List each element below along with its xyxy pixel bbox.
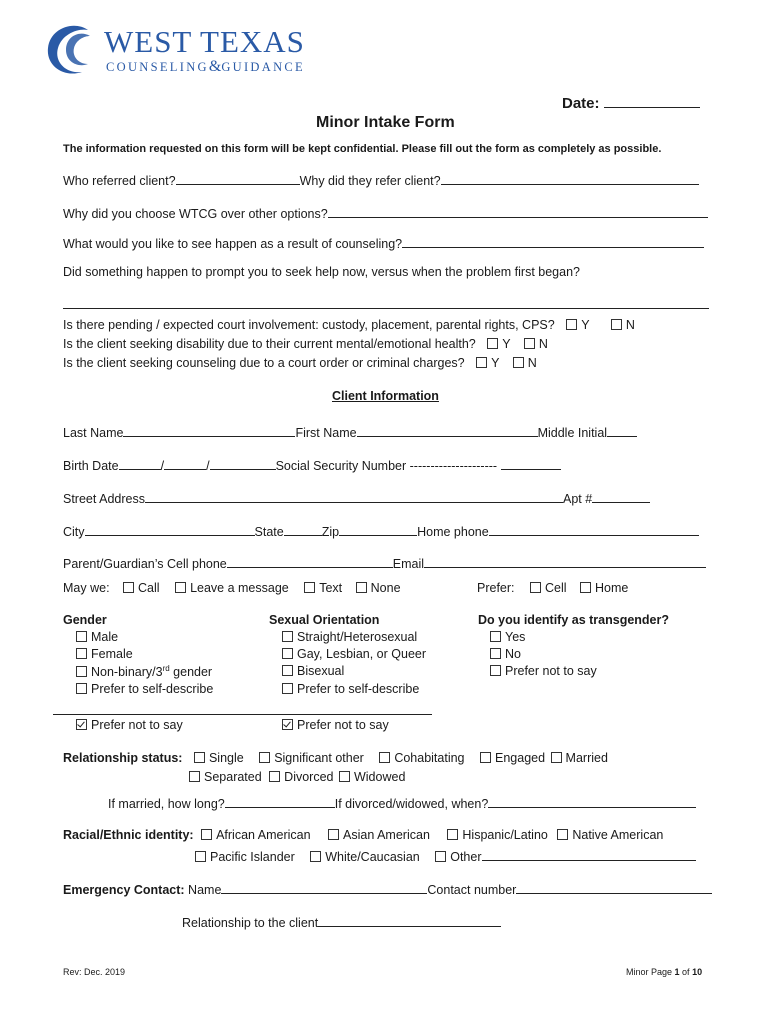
gender-self-describe[interactable]: Prefer to self-describe bbox=[76, 682, 213, 696]
gender-self-describe-checkbox[interactable] bbox=[76, 683, 87, 694]
prefer-home-checkbox[interactable] bbox=[580, 582, 591, 593]
disability-label: Is the client seeking disability due to their current mental/emotional health? bbox=[63, 337, 476, 351]
orientation-self-describe[interactable]: Prefer to self-describe bbox=[282, 682, 419, 696]
gender-prefer-not[interactable]: Prefer not to say bbox=[76, 718, 183, 732]
logo-subtitle: COUNSELING&GUIDANCE bbox=[106, 58, 305, 75]
referred-input[interactable] bbox=[176, 172, 300, 185]
prefer-row: Prefer: Cell Home bbox=[477, 581, 629, 595]
state-input[interactable] bbox=[284, 523, 322, 536]
bisexual-checkbox[interactable] bbox=[282, 665, 293, 676]
emergency-relationship-row: Relationship to the client bbox=[182, 914, 501, 930]
referred-row bbox=[63, 172, 699, 188]
transgender-prefer-not[interactable]: Prefer not to say bbox=[490, 664, 597, 678]
disability-y-checkbox[interactable] bbox=[487, 338, 498, 349]
orientation-gay[interactable]: Gay, Lesbian, or Queer bbox=[282, 647, 426, 661]
relationship-row-2: Separated Divorced Widowed bbox=[189, 770, 405, 784]
significant-other-checkbox[interactable] bbox=[259, 752, 270, 763]
why-choose-row bbox=[63, 205, 708, 221]
happen-row bbox=[63, 235, 704, 251]
orientation-prefer-not[interactable]: Prefer not to say bbox=[282, 718, 389, 732]
birth-day-input[interactable] bbox=[164, 457, 206, 470]
straight-checkbox[interactable] bbox=[282, 631, 293, 642]
divorced-when-input[interactable] bbox=[488, 795, 696, 808]
last-name-input[interactable] bbox=[123, 424, 295, 437]
city-input[interactable] bbox=[85, 523, 255, 536]
prompt-label: Did something happen to prompt you to seek help now, versus when the problem first began? bbox=[63, 265, 580, 279]
orientation-bisexual[interactable]: Bisexual bbox=[282, 664, 344, 678]
emergency-label: Emergency Contact: bbox=[63, 883, 185, 897]
married-long-input[interactable] bbox=[225, 795, 335, 808]
street-input[interactable] bbox=[145, 490, 563, 503]
divorced-checkbox[interactable] bbox=[269, 771, 280, 782]
none-checkbox[interactable] bbox=[356, 582, 367, 593]
gender-nonbinary[interactable]: Non-binary/3rd gender bbox=[76, 664, 212, 679]
date-field[interactable] bbox=[562, 93, 700, 112]
name-row: Last Name First Name Middle Initial bbox=[63, 424, 637, 440]
other-input[interactable] bbox=[482, 848, 696, 861]
street-row: Street Address Apt # bbox=[63, 490, 650, 506]
logo bbox=[44, 22, 316, 78]
african-american-checkbox[interactable] bbox=[201, 829, 212, 840]
hispanic-checkbox[interactable] bbox=[447, 829, 458, 840]
emergency-number-input[interactable] bbox=[516, 881, 712, 894]
ethnic-row-1: Racial/Ethnic identity: African American Asian American Hispanic/Latino Native American bbox=[63, 828, 664, 842]
transgender-heading: Do you identify as transgender? bbox=[478, 613, 670, 627]
male-checkbox[interactable] bbox=[76, 631, 87, 642]
email-input[interactable] bbox=[424, 555, 706, 568]
birth-year-input[interactable] bbox=[210, 457, 276, 470]
disability-n-checkbox[interactable] bbox=[524, 338, 535, 349]
happen-label: What would you like to see happen as a result of counseling? bbox=[63, 237, 403, 251]
trans-no-checkbox[interactable] bbox=[490, 648, 501, 659]
referred-label: Who referred client? bbox=[63, 174, 176, 188]
footer-page: Minor Page 1 of 10 bbox=[626, 967, 703, 977]
zip-input[interactable] bbox=[339, 523, 417, 536]
middle-initial-input[interactable] bbox=[607, 424, 637, 437]
court-order-label: Is the client seeking counseling due to a court order or criminal charges? bbox=[63, 356, 465, 370]
first-name-input[interactable] bbox=[357, 424, 538, 437]
gender-self-describe-input[interactable] bbox=[53, 714, 268, 715]
trans-yes-checkbox[interactable] bbox=[490, 631, 501, 642]
gender-female[interactable]: Female bbox=[76, 647, 133, 661]
date-label: Date: bbox=[562, 95, 600, 112]
court-y-checkbox[interactable] bbox=[566, 319, 577, 330]
why-choose-label: Why did you choose WTCG over other options? bbox=[63, 207, 328, 221]
pacific-islander-checkbox[interactable] bbox=[195, 851, 206, 862]
single-checkbox[interactable] bbox=[194, 752, 205, 763]
gender-male[interactable]: Male bbox=[76, 630, 118, 644]
form-title: Minor Intake Form bbox=[316, 114, 455, 131]
home-phone-input[interactable] bbox=[489, 523, 699, 536]
emergency-name-input[interactable] bbox=[221, 881, 427, 894]
client-info-heading: Client Information bbox=[332, 389, 439, 403]
prompt-input[interactable] bbox=[63, 308, 709, 309]
text-checkbox[interactable] bbox=[304, 582, 315, 593]
ethnic-label: Racial/Ethnic identity: bbox=[63, 828, 194, 842]
contact-pref-row: May we: Call Leave a message Text None bbox=[63, 581, 401, 595]
why-refer-label: Why did they refer client? bbox=[299, 174, 441, 188]
gender-prefer-not-checkbox[interactable] bbox=[76, 719, 87, 730]
relationship-row-1: Relationship status: Single Significant other Cohabitating Engaged Married bbox=[63, 751, 608, 765]
cohabitating-checkbox[interactable] bbox=[379, 752, 390, 763]
orientation-prefer-not-checkbox[interactable] bbox=[282, 719, 293, 730]
happen-input[interactable] bbox=[402, 235, 704, 248]
emergency-relationship-input[interactable] bbox=[318, 914, 501, 927]
court-label: Is there pending / expected court involvement: custody, placement, parental rights, CPS? bbox=[63, 318, 555, 332]
other-checkbox[interactable] bbox=[435, 851, 446, 862]
native-american-checkbox[interactable] bbox=[557, 829, 568, 840]
trans-prefer-not-checkbox[interactable] bbox=[490, 665, 501, 676]
nonbinary-checkbox[interactable] bbox=[76, 666, 87, 677]
emergency-row: Emergency Contact: Name Contact number bbox=[63, 881, 712, 897]
birth-month-input[interactable] bbox=[119, 457, 161, 470]
ssn-input[interactable] bbox=[501, 457, 561, 470]
married-row: If married, how long? If divorced/widowed, when? bbox=[108, 795, 696, 811]
why-refer-input[interactable] bbox=[441, 172, 699, 185]
orientation-straight[interactable]: Straight/Heterosexual bbox=[282, 630, 417, 644]
apt-input[interactable] bbox=[592, 490, 650, 503]
orientation-self-describe-checkbox[interactable] bbox=[282, 683, 293, 694]
separated-checkbox[interactable] bbox=[189, 771, 200, 782]
engaged-checkbox[interactable] bbox=[480, 752, 491, 763]
married-checkbox[interactable] bbox=[551, 752, 562, 763]
disability-row: Is the client seeking disability due to their current mental/emotional health? Y N bbox=[63, 337, 548, 351]
court-order-row: Is the client seeking counseling due to a court order or criminal charges? Y N bbox=[63, 356, 537, 370]
court-n-checkbox[interactable] bbox=[611, 319, 622, 330]
transgender-no[interactable]: No bbox=[490, 647, 521, 661]
why-choose-input[interactable] bbox=[328, 205, 708, 218]
ethnic-row-2: Pacific Islander White/Caucasian Other bbox=[195, 848, 696, 864]
white-caucasian-checkbox[interactable] bbox=[310, 851, 321, 862]
cell-row: Parent/Guardian’s Cell phone Email bbox=[63, 555, 706, 571]
prefer-cell-checkbox[interactable] bbox=[530, 582, 541, 593]
court-order-y-checkbox[interactable] bbox=[476, 357, 487, 368]
transgender-yes[interactable]: Yes bbox=[490, 630, 525, 644]
court-order-n-checkbox[interactable] bbox=[513, 357, 524, 368]
footer-rev: Rev: Dec. 2019 bbox=[63, 967, 126, 977]
logo-swoosh-icon bbox=[44, 22, 106, 78]
female-checkbox[interactable] bbox=[76, 648, 87, 659]
court-row: Is there pending / expected court involvement: custody, placement, parental rights, CPS? Y N bbox=[63, 318, 635, 332]
gay-checkbox[interactable] bbox=[282, 648, 293, 659]
birth-row: Birth Date / / Social Security Number --------------------- bbox=[63, 457, 561, 473]
relationship-label: Relationship status: bbox=[63, 751, 183, 765]
orientation-heading: Sexual Orientation bbox=[269, 613, 380, 627]
leave-message-checkbox[interactable] bbox=[175, 582, 186, 593]
logo-name: WEST TEXAS bbox=[104, 24, 305, 59]
call-checkbox[interactable] bbox=[123, 582, 134, 593]
gender-heading: Gender bbox=[63, 613, 107, 627]
widowed-checkbox[interactable] bbox=[339, 771, 350, 782]
form-intro: The information requested on this form will be kept confidential. Please fill out the form as completely as possible. bbox=[63, 143, 662, 155]
orientation-self-describe-input[interactable] bbox=[268, 714, 432, 715]
asian-american-checkbox[interactable] bbox=[328, 829, 339, 840]
cell-input[interactable] bbox=[227, 555, 393, 568]
city-row: City State Zip Home phone bbox=[63, 523, 699, 539]
